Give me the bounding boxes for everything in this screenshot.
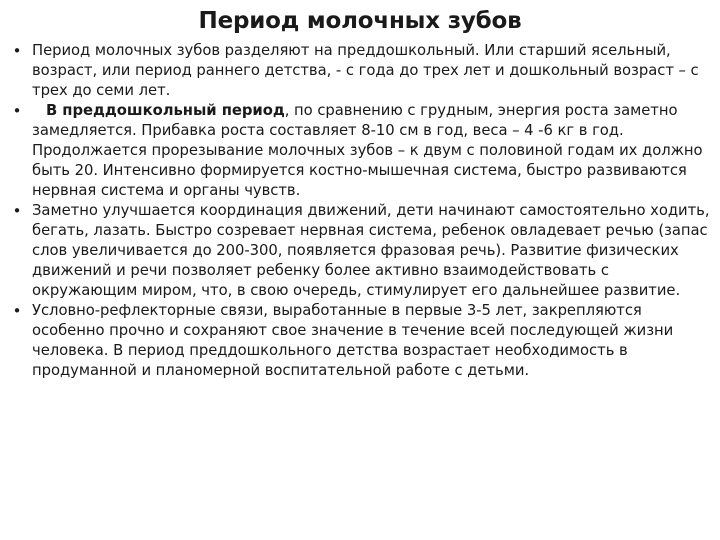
bullet-icon: • [12, 42, 22, 60]
bullet-item [10, 201, 710, 301]
bullet-icon: • [12, 302, 22, 320]
bullet-text-rest: , по сравнению с грудным, энергия роста заметно замедляется. Прибавка роста составляет 8-10 см в год, веса – 4 -6 кг в год. Продолжается прорезывание молочных зубов – к двум с половиной годам их должно быть 20. Интенсивно формируется костно-мышечная система, быстро развиваются нервная система и органы чувств. [32, 102, 703, 199]
bullet-text: Условно-рефлекторные связи, выработанные в первые 3-5 лет, закрепляются особенно прочно и сохраняют свое значение в течение всей последующей жизни человека. В период преддошкольного детства возрастает необходимость в продуманной и планомерной воспитательной работе с детьми. [32, 302, 674, 379]
bullet-icon: • [12, 202, 22, 220]
bullet-item [10, 101, 710, 201]
bullet-text: Период молочных зубов разделяют на преддошкольный. Или старший ясельный, возраст, или период раннего детства, - с года до трех лет и дошкольный возраст – с трех до семи лет. [32, 42, 699, 99]
bullet-item [10, 301, 710, 381]
bullet-bold-lead: В преддошкольный период [45, 102, 285, 119]
bullet-text: Заметно улучшается координация движений, дети начинают самостоятельно ходить, бегать, лазать. Быстро созревает нервная система, ребенок овладевает речью (запас слов увеличивается до 200-300, появляется фразовая речь). Развитие физических движений и речи позволяет ребенку более активно взаимодействовать с окружающим миром, что, в свою очередь, стимулирует его дальнейшее развитие. [32, 202, 710, 299]
bullet-item [10, 41, 710, 101]
bullet-icon: • [12, 102, 22, 120]
bullet-list [10, 41, 710, 381]
slide-title: Период молочных зубов [198, 8, 522, 34]
bullet-text [32, 102, 703, 199]
